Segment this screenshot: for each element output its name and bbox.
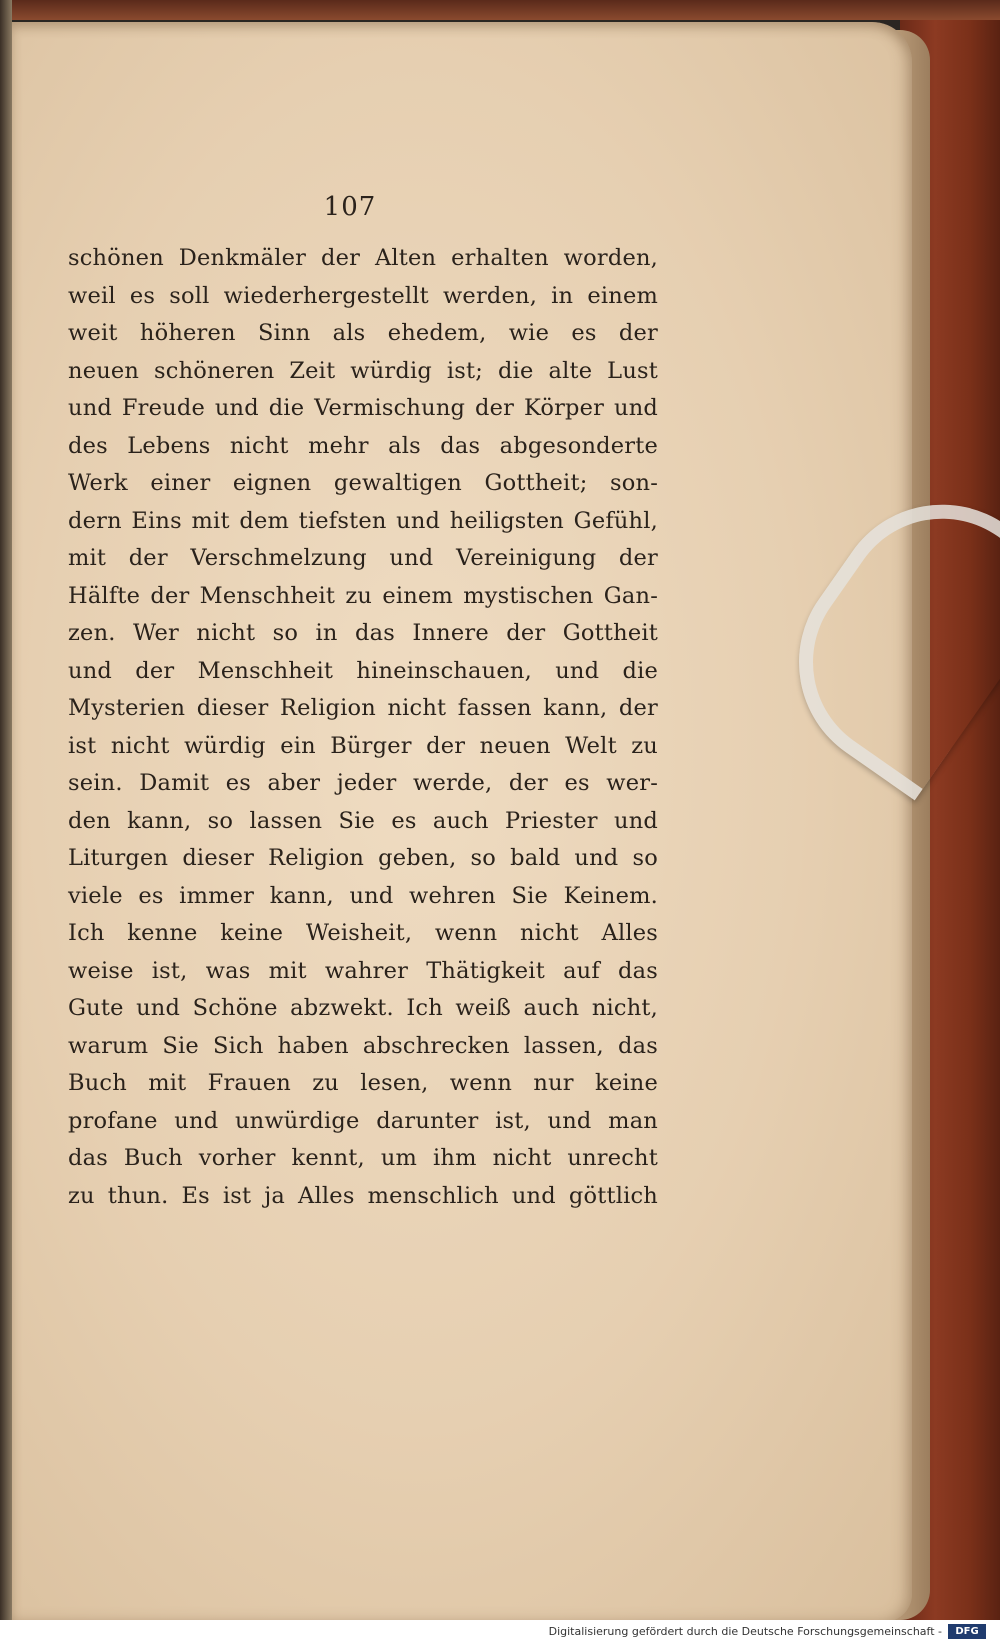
text-line: Mysterien dieser Religion nicht fassen kann, der	[68, 695, 658, 721]
book-cover-top	[0, 0, 1000, 20]
text-line: und Freude und die Vermischung der Körper und	[68, 395, 658, 421]
page-number: 107	[323, 192, 377, 222]
text-line: ist nicht würdig ein Bürger der neuen Welt zu	[68, 732, 658, 759]
text-line: sein. Damit es aber jeder werde, der es wer-	[68, 770, 658, 796]
text-line: weise ist, was mit wahrer Thätigkeit auf das	[68, 957, 658, 984]
text-line: zen. Wer nicht so in das Innere der Gottheit	[68, 620, 658, 646]
text-line: mit der Verschmelzung und Vereinigung der	[68, 545, 658, 571]
digitization-credit: Digitalisierung gefördert durch die Deutsche Forschungsgemeinschaft -	[548, 1625, 942, 1638]
dfg-logo: DFG	[948, 1624, 986, 1639]
book-spine	[0, 0, 12, 1644]
text-line: Liturgen dieser Religion geben, so bald und so	[68, 845, 658, 871]
text-line: Ich kenne keine Weisheit, wenn nicht Alles	[68, 920, 658, 946]
text-line: und der Menschheit hineinschauen, und die	[68, 657, 658, 684]
text-line: den kann, so lassen Sie es auch Priester und	[68, 807, 658, 834]
text-line: zu thun. Es ist ja Alles menschlich und göttlich	[68, 1182, 658, 1209]
text-line: Gute und Schöne abzwekt. Ich weiß auch nicht,	[68, 995, 658, 1021]
text-line: Hälfte der Menschheit zu einem mystischen Gan-	[68, 582, 658, 609]
text-line: viele es immer kann, und wehren Sie Keinem.	[68, 882, 658, 909]
text-line: Buch mit Frauen zu lesen, wenn nur keine	[68, 1070, 658, 1096]
text-line: Werk einer eignen gewaltigen Gottheit; son-	[68, 470, 658, 496]
text-line: neuen schöneren Zeit würdig ist; die alte Lust	[68, 357, 658, 384]
text-line: weit höheren Sinn als ehedem, wie es der	[68, 320, 658, 346]
text-line: warum Sie Sich haben abschrecken lassen, das	[68, 1032, 658, 1059]
text-line: schönen Denkmäler der Alten erhalten worden,	[68, 245, 658, 271]
text-line: dern Eins mit dem tiefsten und heiligsten Gefühl,	[68, 507, 658, 534]
page-text	[68, 240, 658, 1215]
text-line: weil es soll wiederhergestellt werden, in einem	[68, 282, 658, 309]
text-line: das Buch vorher kennt, um ihm nicht unrecht	[68, 1145, 658, 1171]
text-line: profane und unwürdige darunter ist, und man	[68, 1107, 658, 1134]
text-line: des Lebens nicht mehr als das abgesonderte	[68, 432, 658, 459]
